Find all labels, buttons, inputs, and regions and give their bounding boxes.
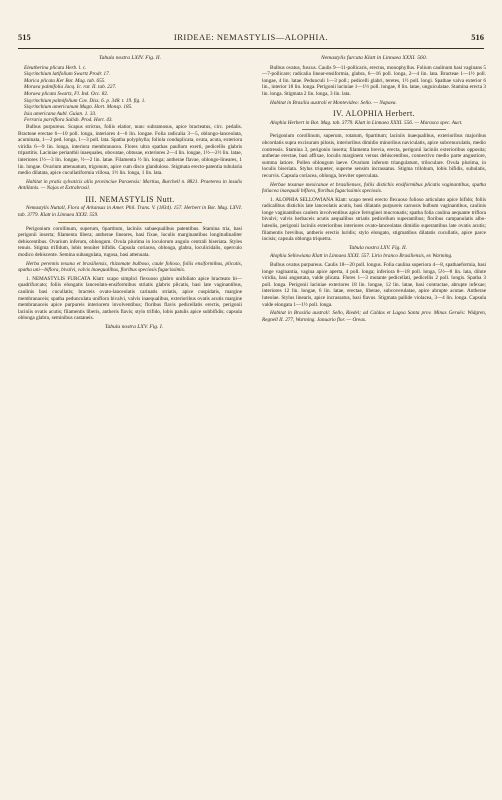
species-diagnosis: 1. ALOPHIA SELLOWIANA Klatt: scapo tereti erecto flexuoso folioso articulato apice bifido; foliis radicalibus distichis late lanceolatis acutis, basi dilatatis purpureis carnosis bulbum vaginantibus, caulinis longe vaginantibus caulem involventibus apice ferruginei mucronatis; spatha folia caulina aequante triflora bivalvi; valvis herbaceis acutis aequalibus striatis pedicellum superantibus; floribus campanulatis albo-luteolis, perigonii laciniis exterioribus interiores ovato-lanceolatas dimidio superantibus late ovatis acutis; filamentis brevibus, antheris erectis luridis; stylo elongato, stigmatibus dilatatis cucullatis, apice parce incisis; capsula oblonga triquetra. — [262, 196, 486, 243]
genus-heading: IV. ALOPHIA Herbert. — [332, 109, 416, 119]
figure-caption: Nemastylis furcata Klatt in Linnaea XXXI. 560. — [320, 55, 428, 61]
synonym: Sisyrinchium palmifolium Cav. Diss. 6. p. 348. t. 19. fig. 1. — [24, 97, 146, 104]
synonym: Ixia americana Aubl. Guian. 1. 33. — [24, 110, 97, 117]
habitat-note: Habitat in Brasilia australi et Montevideo: Sello. — Napaea. — [270, 99, 397, 106]
genus-references: Nemastylis Nuttall, Flora of Arkansas in Amer. Phil. Trans. V. (1834). 157. Herbert in Bot. Mag. LXVI. tab. 3779. Klatt in Linnaea XXXI. 559. — [18, 205, 242, 219]
synonym: Moraea palmifolia Jacq. Ic. rar. II. tab. 227. — [24, 84, 117, 91]
habitat-note-2: Habitat in Brasilia australi: Sello, Riedel; ad Caldas et Lagoa Santa prov. Minas Geraës: Widgren, Regnell II. 277, Warming. Januario flor. — Oreas. — [262, 310, 486, 323]
figure-caption: Tabula nostra LXIV. Fig. II. — [98, 55, 161, 61]
synonym: Moraea plicata Swartz, Fl. Ind. Occ. 82. — [24, 90, 109, 97]
figure-caption-bottom: Tabula nostra LXV. Fig. I. — [104, 323, 164, 330]
genus-description: Perigonium corollinum, superum, rotatum, 6partitum; laciniis inaequalibus, exterioribus majoribus obcordatis supra excisuram pilosis, interioribus dimidio minoribus naviculatis, apice subcenuculatis, medio contressis. Stamina 3, perigonio inserta; filamenta brevia, erecta, perigonii laciniis exterioribus opposita; antherae erectae, basi affixae, loculis marginem versus dehiscentibus, connectivo medio parte angustiore, summa latiore. Pollen oblongum laeve. Ovarium inferum triangulatum, triloculare. Ovula plurima, in loculis biseriata. Stylus triqueter, superne sensim incrassatus. Stigma trilobum, lobis bifidis, subulatis, recurvis. Capsula coriacea, oblonga, breviter operculata. — [262, 133, 486, 179]
divider — [302, 129, 446, 130]
synonym: Eleutherina plicata Herb. l. c. — [24, 64, 87, 71]
right-column — [262, 55, 486, 325]
species-names: Alophia Sellowiana Klatt in Linnaea XXXI. 557. Lirio branco Brasiliensis, ex Warming. — [270, 253, 453, 260]
synonym: Sisyrinchium latifolium Swartz Prodr. 17. — [24, 71, 110, 78]
page-number-right: 516 — [471, 32, 484, 42]
divider — [58, 222, 202, 223]
synonym: Ferraria parviflora Salisb. Prod. Hort. 43. — [24, 117, 113, 124]
synonym: Marica plicata Ker Bot. Mag. tab. 655. — [24, 77, 106, 84]
page-header — [18, 32, 484, 46]
genus-heading: III. NEMASTYLIS Nutt. — [85, 194, 175, 204]
species-description: Bulbus ovatus, fuscus. Caulis 9—11-pollicaris, erectus, monophyllus. Folium caulinum basi vaginans 5—7-pollicare; radicalia linear-ensiformia, glabra, 6—16 poll. longa, 2—4 lin. lata. Bracteae 1—1½ poll. longae, 4 lin. latae. Pedunculi 1—3 poll.; pedicelli glabri, teretes, 1½ poll. longi. Spathae valva exterior 6 lin., interior 18 lin. longa. Perigonii laciniae 1—1½ poll. longae, 8 lin. latae, unguiculatae. Stamina erecta 3 lin. longa. Stigmata 2 lin. longa, 3 lin. lata. — [262, 64, 486, 97]
species-diagnosis: 1. NEMASTYLIS FURCATA Klatt: scapo simplici flexuoso glabro unifoliato apice bracteato bi—quadrifurcato; foliis elongatis lanceolato-ensiformibus striatis glabris plicatis, basi late vaginantibus, caulinis basi cucullatis; bracteis ovato-lanceolatis carinatis striatis, apice cuspidatis, margine membranaceis; spatha pedunculata uniflora bivalvi, valvis inaequalibus, exterioribus ovatis acutis margine membranaceis apice purpureis interiorem involventibus; floribus flavis pedicellatis erectis, perigonii laciniis ovatis acutis; filamentis liberis, antheris flavis; stylo trifido, lobis patulis apice subbifidis; capsula oblonga glabra, seminibus castaneis. — [18, 275, 242, 322]
species-description-2: Bulbus ovatus purpureus. Caulis 18—20 poll. longus. Folia caulina superiora 4—8, spathaeformia, basi longe vaginantia, vagina apice aperta, 4 poll. longa; inferiora 8—18 poll. longa, 5½—8 lin. lata, dilute viridia, basi angustata, valde plicata. Flores 1—3 mutante pedicellati, pedicellis 2 poll. longis. Spatha 3 poll. longa. Perigonii laciniae exteriores 18 lin. longae, 12 lin. latae, basi contractae, abrupte infexae; interiores 12 lin. longae, 6 lin. latae, erectae, liberae, subcoverulatae, apice abrupte acutae. Antherae luteolae. Stylus linearis, apice incrassatus, basi flavus. Stigmata pallide violacea, 3—4 lin. longa. Capsula valde elongata 1—1½ poll. longa. — [262, 262, 486, 308]
genus-references: Alophia Herbert in Bot. Mag. tab. 3779. Klatt in Linnaea XXXI. 556. — Marasca spec. Auct. — [270, 119, 463, 126]
species-description: Bulbus purpureus. Scapus strictus, foliis elatior, nunc subramosus, apice bracteatus, circ. pedalis. Bracteae erectae 6—10 poll. longa, interiores 4—6 lin. longae. Folia radicalia 3—5, oblongo-lanceolata, acuminata, 1—2 ped. longa, 1—3 poll. lata. Spatha polyphylla; foliola conduplicata, ovata, acuta, exteriora viridia 6—9 lin. longa, interiora membranacea. Flores ultra spathas paullum exerti, pedicellis glabris tripartitis. Laciniae perianthii inaequales, obovatae, obtusae, exteriores 2—4 lin. longae, 1½—2½ lin. latae, interiores 1½—3 lin. longae, ½—2 lin. latae. Filamenta ½ lin. longa; antherae flavae, oblongo-lineares, 1 lin. longae. Ovarium attenuatum, trigonum, apice cum disco glanduloso. Stigmata erecto-patentia tubularia medio dilatata, apice cucullatiformia villosa, 1½ lin. longa, 1 lin. lata. — [18, 123, 242, 177]
genus-herba: Herba perennis texana et brasiliensis, rhizomate bulboso, caule folioso, foliis ensiformibus, plicatis, spatha uni—biflora, bivalvi, valvis inaequalibus, floribus speciosis fugacissimis. — [18, 260, 242, 274]
synonym: Sisyrinchium americanum Magn. Hort. Monsp. 185. — [24, 104, 133, 111]
page-number-left: 515 — [18, 32, 31, 42]
figure-caption-mid: Tabula nostra LXV. Fig. II. — [349, 244, 407, 251]
synonym-list — [18, 65, 242, 124]
left-column — [18, 55, 242, 333]
habitat-note: Habitat in pratis sylvaticis aliis provinciae Paraensis: Martius, Burchell n. 8821. Praeterea in insulis Antillanis. — Najas et Extrabrasil. — [18, 178, 242, 192]
running-title: IRIDEAE: NEMASTYLIS—ALOPHIA. — [173, 32, 329, 42]
genus-description: Perigonium corollinum, superum, 6partitum, laciniis subaequalibus patentibus. Stamina tria, basi perigonii inserta; filamenta libera; antherae lineares, basi fixae, loculis marginantibus longitudinaliter dehiscentibus. Ovarium inferum, oblongum. Ovula plurima in loculorum angulo centrali biseriata. Styles tenuis. Stigma trifidum, lobis tenuiter bifidis. Capsula coriacea, oblonga, glabra, loculicidalis, operculo modico dehiscente. Semina subangulata, rugosa, basi attenuata. — [18, 225, 242, 259]
header-rule — [18, 48, 484, 49]
genus-herba: Herbae texanae mexicanae et brasilienses, foliis distichis ensiformibus plicatis vaginantibus, spatha foliacea inaequali biflora, floribus fugacissimis speciosis. — [262, 181, 486, 195]
